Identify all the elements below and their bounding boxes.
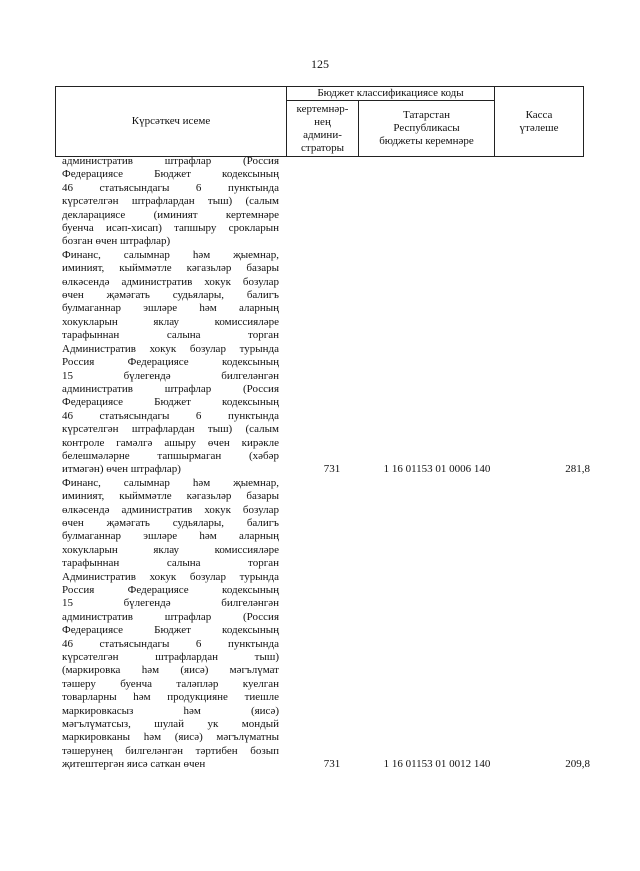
- indicator-description: [62, 477, 279, 772]
- description-line: маркировкасыз һәм (яисә): [62, 704, 279, 717]
- description-line: Россия Федерациясе кодексының: [62, 584, 279, 596]
- header-revenue-line: Республикасы: [393, 122, 460, 134]
- description-line: Федерациясе Бюджет кодексының: [62, 624, 279, 637]
- revenue-administrator-code: 731: [323, 758, 341, 771]
- header-budget-classification: Бюджет классификациясе коды: [287, 87, 495, 101]
- budget-classification-code: 1 16 01153 01 0006 140: [383, 463, 491, 476]
- description-line: административ штрафлар (Россия: [62, 155, 279, 167]
- description-line: мәгълүматсыз, шулай ук мондый: [62, 718, 279, 731]
- description-line: иминият, кыйммәтле кәгазьләр базары: [62, 490, 279, 503]
- cash-execution-amount: 281,8: [565, 463, 590, 476]
- description-line: булмаганнар эшләре һәм аларның: [62, 302, 279, 315]
- header-republic-budget-revenues: [359, 101, 495, 157]
- cash-execution-amount: 209,8: [565, 758, 590, 771]
- description-line: иминият, кыйммәтле кәгазьләр базары: [62, 262, 279, 275]
- description-line: өлкәсендә административ хокук бозулар: [62, 503, 279, 516]
- header-revenue-administrators: [287, 101, 359, 157]
- description-line: җитештергән яисә саткан өчен: [62, 758, 206, 771]
- description-line: Россия Федерациясе кодексының: [62, 356, 279, 369]
- description-line: 46 статьясындагы 6 пунктында: [62, 637, 279, 650]
- description-line: тарафыннан салына торган: [62, 329, 279, 342]
- description-line: күрсәтелгән штрафлардан тыш) (салым: [62, 195, 279, 208]
- table-row: [62, 249, 592, 477]
- table-body: [62, 155, 592, 772]
- description-line: итмәгән) өчен штрафлар): [62, 463, 181, 476]
- header-cash-line: үтәлеше: [519, 121, 559, 134]
- header-admin-line: страторы: [301, 141, 344, 154]
- indicator-description: [62, 249, 279, 477]
- header-cash-line: Касса: [525, 108, 553, 121]
- description-line: (маркировка һәм (яисә) мәгълүмат: [62, 664, 279, 677]
- description-line: контроле гамәлгә ашыру өчен кирәкле: [62, 436, 279, 449]
- description-line: декларациясе (иминият кертемнәре: [62, 208, 279, 221]
- description-line: Административ хокук бозулар турында: [62, 342, 279, 355]
- description-line: маркировканы һәм (яисә) мәгълүматны: [62, 731, 279, 744]
- description-line: Административ хокук бозулар турында: [62, 570, 279, 583]
- description-line: бозган өчен штрафлар): [62, 235, 171, 248]
- description-line: административ штрафлар (Россия: [62, 610, 279, 623]
- description-line: өчен җәмәгать судьялары, балигъ: [62, 516, 279, 529]
- description-line: өлкәсендә административ хокук бозулар: [62, 275, 279, 288]
- description-line: товарларны һәм продукцияне тиешле: [62, 691, 279, 704]
- description-line: белешмәләрне тапшырмаган (хәбәр: [62, 449, 279, 462]
- header-indicator-name: Күрсәткеч исеме: [56, 87, 287, 157]
- description-line: 15 бүлегендә билгеләнгән: [62, 597, 279, 610]
- table-row: [62, 155, 592, 249]
- header-cash-execution: [495, 87, 584, 157]
- description-line: булмаганнар эшләре һәм аларның: [62, 530, 279, 543]
- description-line: Финанс, салымнар һәм җыемнар,: [62, 248, 279, 261]
- description-line: административ штрафлар (Россия: [62, 382, 279, 395]
- indicator-description: [62, 155, 279, 249]
- table-header: [55, 86, 584, 157]
- description-line: 46 статьясындагы 6 пунктында: [62, 181, 279, 194]
- description-line: Финанс, салымнар һәм җыемнар,: [62, 476, 279, 489]
- description-line: Федерациясе Бюджет кодексының: [62, 396, 279, 409]
- budget-classification-code: 1 16 01153 01 0012 140: [383, 758, 491, 771]
- description-line: Федерациясе Бюджет кодексының: [62, 168, 279, 181]
- header-revenue-line: Татарстан: [403, 109, 450, 121]
- header-admin-line: админи-: [303, 128, 342, 141]
- page-number: 125: [311, 57, 329, 71]
- description-line: тәшеру буенча таләпләр куелган: [62, 677, 279, 690]
- description-line: күрсәтелгән штрафлардан тыш) (салым: [62, 423, 279, 436]
- description-line: буенча исәп-хисап) тапшыру срокларын: [62, 222, 279, 235]
- header-admin-line: нең: [314, 115, 331, 128]
- description-line: тарафыннан салына торган: [62, 557, 279, 570]
- description-line: хокукларын яклау комиссияләре: [62, 315, 279, 328]
- description-line: өчен җәмәгать судьялары, балигъ: [62, 289, 279, 302]
- table-row: [62, 477, 592, 772]
- description-line: 46 статьясындагы 6 пунктында: [62, 409, 279, 422]
- description-line: тәшерунең билгеләнгән тәртибен бозып: [62, 744, 279, 757]
- header-admin-line: кертемнәр-: [296, 102, 349, 115]
- description-line: күрсәтелгән штрафлардан тыш): [62, 651, 279, 664]
- header-revenue-line: бюджеты керемнәре: [379, 135, 474, 147]
- description-line: 15 бүлегендә билгеләнгән: [62, 369, 279, 382]
- description-line: хокукларын яклау комиссияләре: [62, 543, 279, 556]
- revenue-administrator-code: 731: [323, 463, 341, 476]
